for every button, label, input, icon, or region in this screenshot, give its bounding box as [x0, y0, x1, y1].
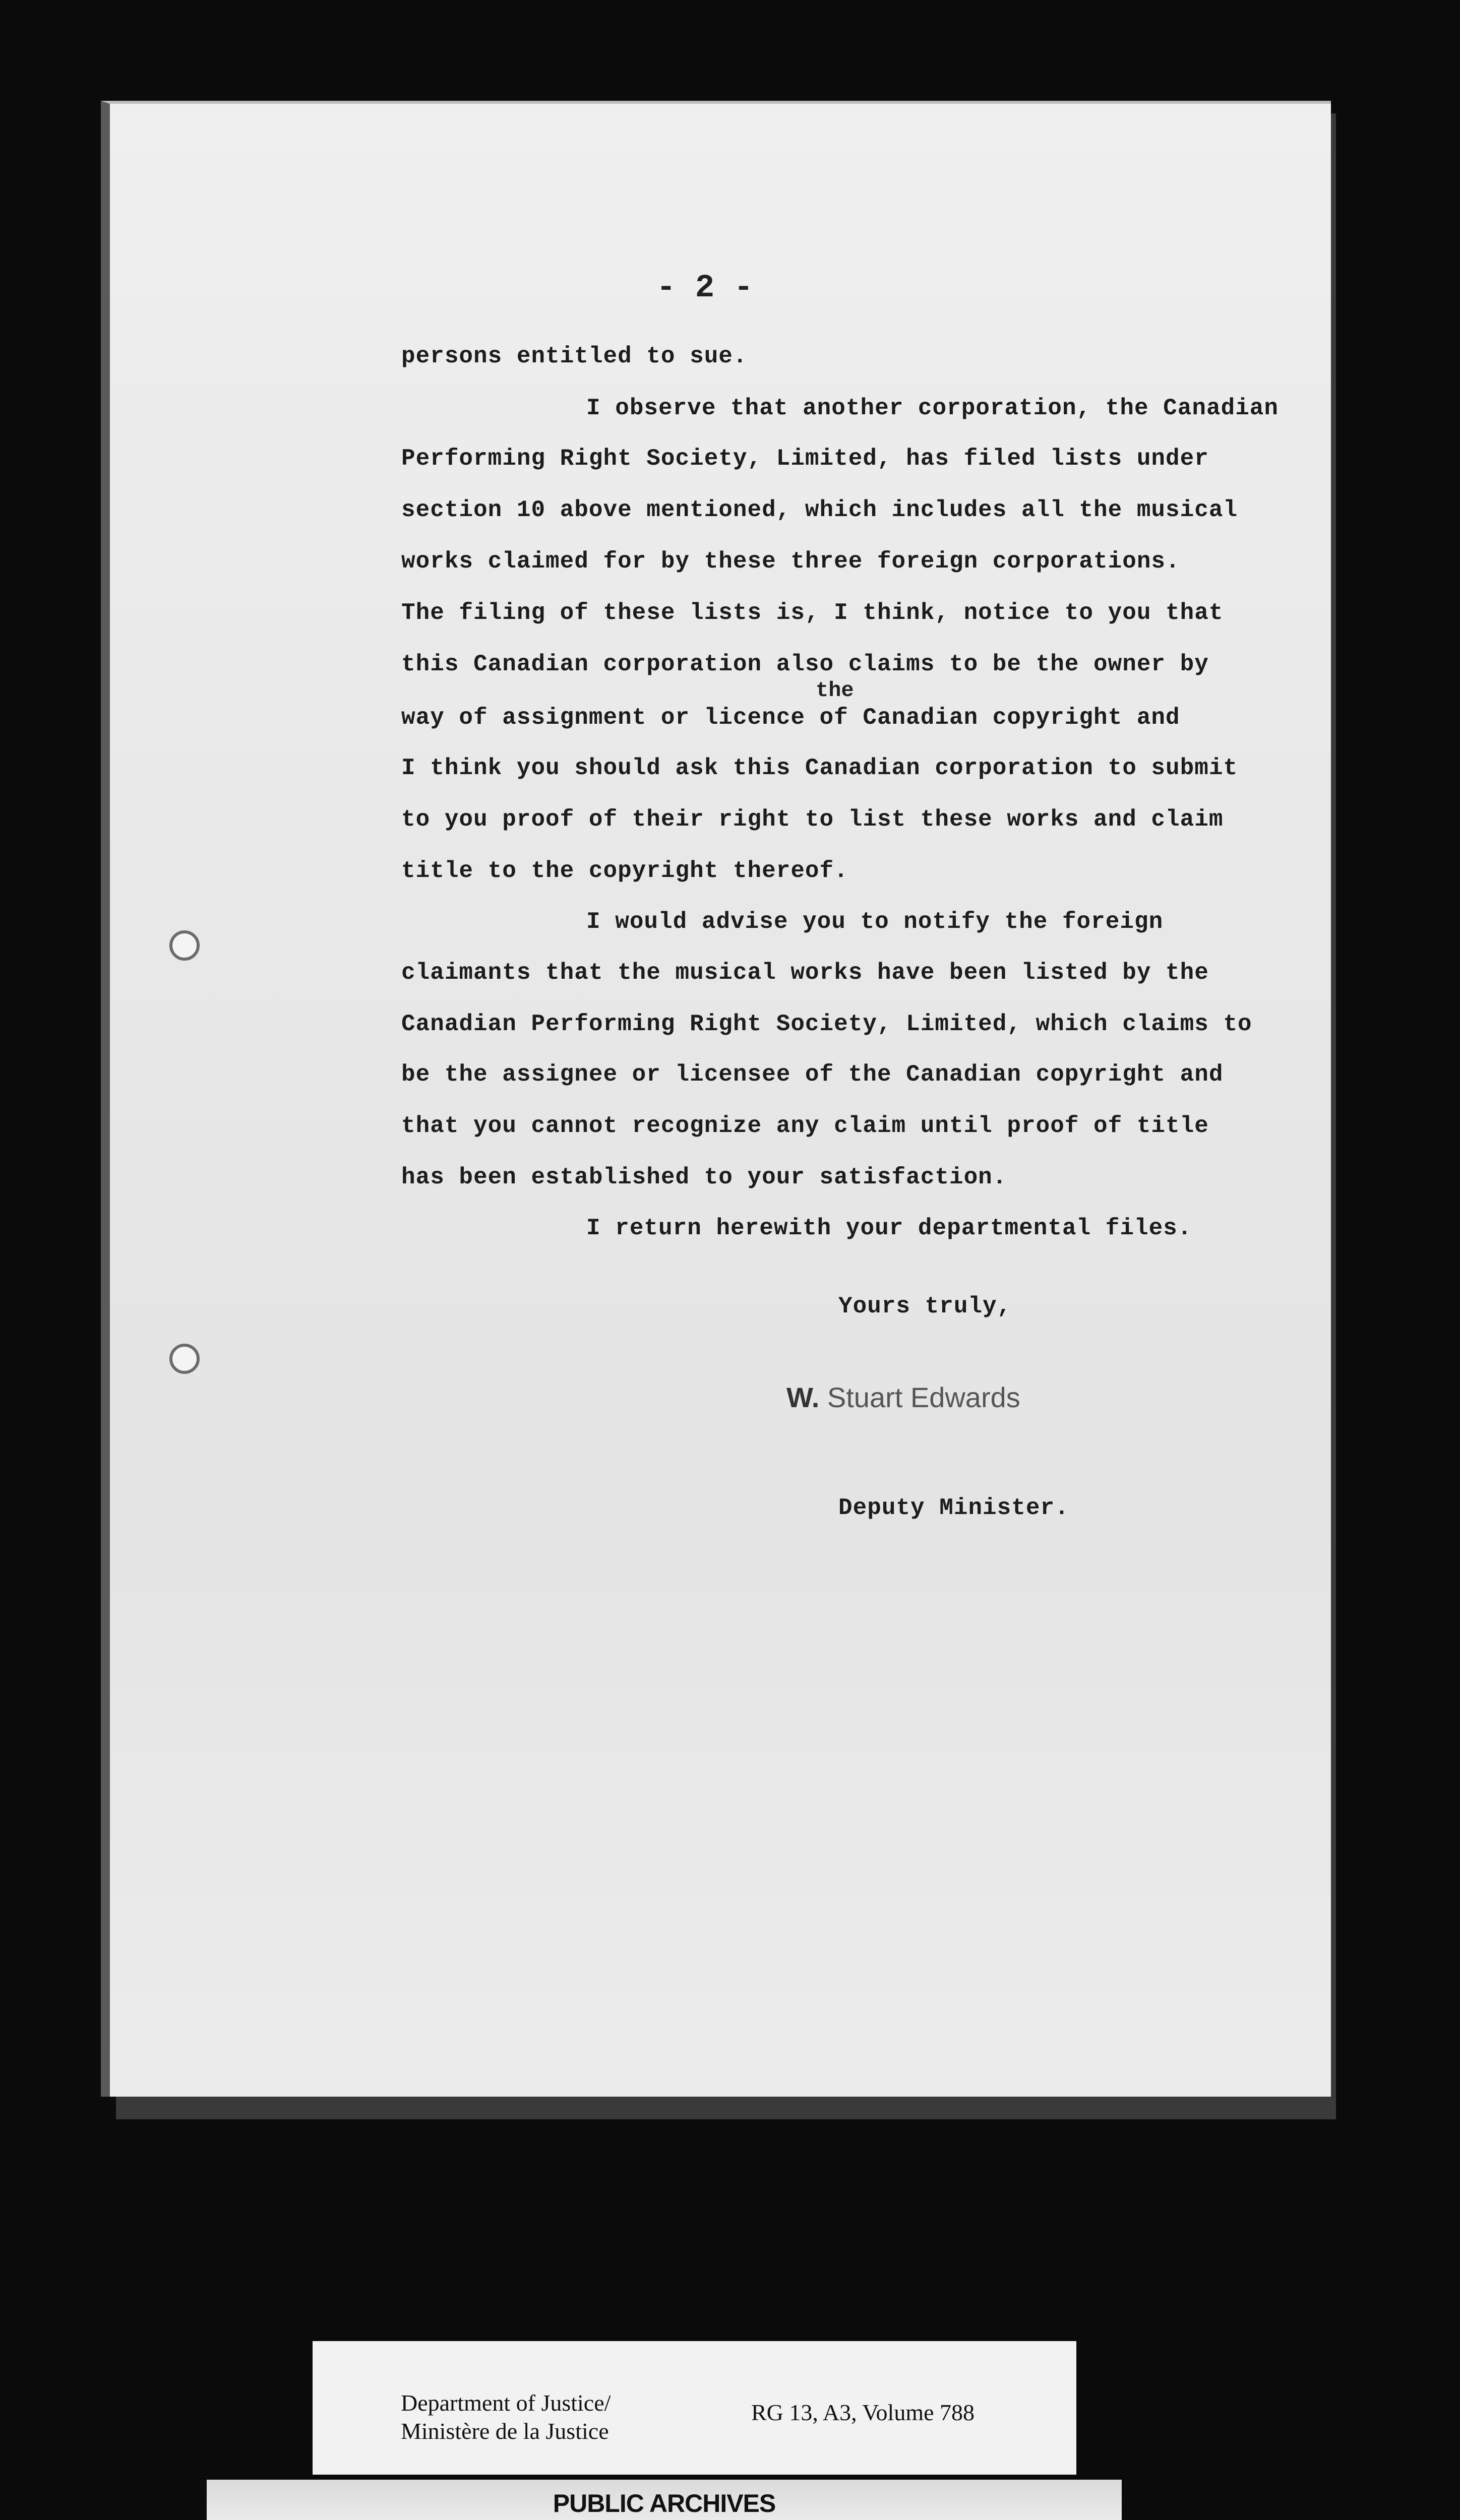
signature-initial: W.: [786, 1381, 820, 1413]
punch-hole: [169, 930, 200, 961]
letter-line: claimants that the musical works have been listed by the: [401, 960, 1209, 986]
letter-line: be the assignee or licensee of the Canadian copyright and: [401, 1061, 1224, 1088]
department-name: [401, 2389, 611, 2445]
letter-line: The filing of these lists is, I think, notice to you that: [401, 600, 1224, 626]
signature: [786, 1381, 1020, 1414]
letter-line: that you cannot recognize any claim until proof of title: [401, 1113, 1209, 1139]
letter-line: persons entitled to sue.: [401, 343, 748, 369]
page-number: - 2 -: [656, 270, 754, 306]
archive-label-card: [313, 2341, 1076, 2475]
signer-title: Deputy Minister.: [838, 1495, 1069, 1521]
letter-line: works claimed for by these three foreign corporations.: [401, 548, 1180, 575]
letter-line: Performing Right Society, Limited, has filed lists under: [401, 446, 1209, 472]
department-en: Department of Justice/: [401, 2390, 611, 2416]
interlineation: the: [816, 678, 854, 703]
letter-line: I return herewith your departmental files.: [586, 1215, 1192, 1241]
letter-line: I observe that another corporation, the Canadian: [586, 395, 1279, 421]
letter-line: way of assignment or licence of Canadian copyright and: [401, 705, 1180, 731]
letter-line: I would advise you to notify the foreign: [586, 909, 1164, 935]
letter-line: Canadian Performing Right Society, Limited, which claims to: [401, 1011, 1252, 1037]
letter-line: section 10 above mentioned, which includes all the musical: [401, 497, 1238, 523]
closing: Yours truly,: [838, 1293, 1012, 1319]
archive-reference: RG 13, A3, Volume 788: [751, 2400, 975, 2425]
stamp-line-1: PUBLIC ARCHIVES: [553, 2489, 776, 2517]
letter-line: I think you should ask this Canadian corporation to submit: [401, 755, 1238, 781]
public-archives-stamp: [207, 2480, 1122, 2520]
letter-line: this Canadian corporation also claims to be the owner by: [401, 651, 1209, 677]
letter-line: to you proof of their right to list these works and claim: [401, 806, 1224, 833]
department-fr: Ministère de la Justice: [401, 2418, 609, 2444]
signature-name: Stuart Edwards: [827, 1381, 1020, 1413]
punch-hole: [169, 1344, 200, 1374]
letter-line: title to the copyright thereof.: [401, 858, 848, 884]
letter-page: [101, 101, 1331, 2097]
letter-line: has been established to your satisfaction.: [401, 1164, 1007, 1190]
